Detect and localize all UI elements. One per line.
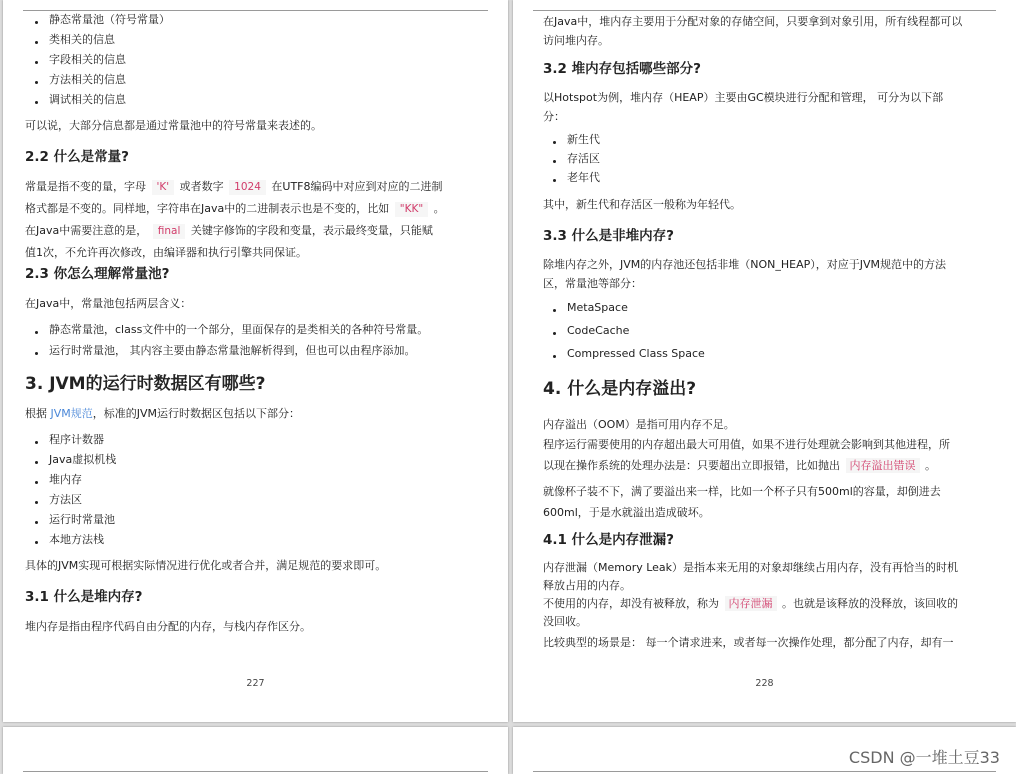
paragraph: 可以说，大部分信息都是通过常量池中的符号常量来表述的。 (25, 119, 322, 132)
list-item: 运行时常量池 (25, 510, 490, 530)
section-heading: 2.3 你怎么理解常量池? (25, 266, 170, 282)
inline-code: "KK" (395, 202, 428, 217)
pdf-page-227 (3, 0, 508, 722)
inline-code: 1024 (229, 180, 266, 195)
pdf-page-next-right (513, 727, 1016, 774)
list-item: 新生代 (543, 130, 1002, 149)
inline-code: final (153, 224, 186, 239)
section-heading: 3.3 什么是非堆内存? (543, 228, 674, 244)
list-item: 方法区 (25, 490, 490, 510)
list-item: 存活区 (543, 149, 1002, 168)
section-heading: 3.2 堆内存包括哪些部分? (543, 61, 701, 77)
paragraph: 在Java中，常量池包括两层含义： (25, 297, 192, 310)
text-run: 常量是指不变的量，字母 (25, 180, 146, 193)
list-item: 本地方法栈 (25, 530, 490, 550)
paragraph (543, 559, 1002, 595)
paragraph (543, 12, 1002, 50)
runtime-areas-list (25, 430, 490, 550)
chapter-heading: 3. JVM的运行时数据区有哪些? (25, 374, 266, 394)
paragraph: 比较典型的场景是： 每一个请求进来，或者每一次操作处理，都分配了内存，却有一 (543, 636, 954, 649)
page-number: 228 (755, 678, 774, 689)
text-run: 或者数字 (179, 180, 224, 193)
page-top-rule (533, 771, 996, 772)
list-item: 运行时常量池， 其内容主要由静态常量池解析得到，但也可以由程序添加。 (25, 341, 490, 362)
constant-pool-list (25, 320, 490, 362)
paragraph (543, 88, 1002, 126)
csdn-watermark: CSDN @一堆土豆33 (848, 748, 1000, 767)
text-run: 格式都是不变的。同样地，字符串在Java中的二进制表示也是不变的，比如 (25, 202, 390, 215)
text-line: 就像杯子装不下，满了要溢出来一样，比如一个杯子只有500ml的容量，却倒进去 (543, 485, 941, 498)
non-heap-list (543, 298, 1002, 367)
inline-code: 内存泄漏 (725, 596, 777, 611)
paragraph: 具体的JVM实现可根据实际情况进行优化或者合并，满足规范的要求即可。 (25, 559, 387, 572)
paragraph-oom (543, 434, 1002, 476)
text-run: 。也就是该释放的没释放，该回收的 (782, 597, 958, 610)
text-run: 在UTF8编码中对应到对应的二进制 (271, 180, 443, 193)
paragraph (543, 255, 1002, 293)
page-number: 227 (246, 678, 265, 689)
list-item: 字段相关的信息 (25, 50, 490, 70)
text-run: 不使用的内存，却没有被释放，称为 (543, 597, 719, 610)
list-item: MetaSpace (543, 298, 1002, 321)
paragraph-constants (25, 176, 490, 264)
list-item: 类相关的信息 (25, 30, 490, 50)
list-item: 堆内存 (25, 470, 490, 490)
list-item: 静态常量池，class文件中的一个部分，里面保存的是类相关的各种符号常量。 (25, 320, 490, 341)
list-item: CodeCache (543, 321, 1002, 344)
text-line: 区，常量池等部分： (543, 277, 642, 290)
text-line: 值1次，不允许再次修改，由编译器和执行引擎共同保证。 (25, 246, 307, 259)
paragraph-areas (25, 404, 490, 423)
paragraph: 其中，新生代和存活区一般称为年轻代。 (543, 198, 741, 211)
list-item: 调试相关的信息 (25, 90, 490, 110)
text-line: 除堆内存之外，JVM的内存池还包括非堆（NON_HEAP），对应于JVM规范中的方法 (543, 258, 947, 271)
inline-code: 内存溢出错误 (846, 458, 920, 473)
page-top-rule (533, 10, 996, 11)
text-line: 以Hotspot为例，堆内存（HEAP）主要由GC模块进行分配和管理， 可分为以下部 (543, 91, 944, 104)
chapter-heading: 4. 什么是内存溢出? (543, 379, 697, 399)
text-run: 根据 (25, 407, 47, 420)
text-run: ，标准的JVM运行时数据区包括以下部分： (92, 407, 301, 420)
text-line: 释放占用的内存。 (543, 579, 631, 592)
paragraph: 堆内存是指由程序代码自由分配的内存，与栈内存作区分。 (25, 620, 311, 633)
list-item: 程序计数器 (25, 430, 490, 450)
paragraph (543, 481, 1002, 523)
class-file-info-list (25, 10, 490, 110)
section-heading: 4.1 什么是内存泄漏? (543, 532, 674, 548)
pdf-page-next-left (3, 727, 508, 774)
inline-code: 'K' (152, 180, 175, 195)
section-heading: 2.2 什么是常量? (25, 149, 129, 165)
list-item: Compressed Class Space (543, 344, 1002, 367)
text-line: 没回收。 (543, 615, 587, 628)
list-item: 静态常量池（符号常量） (25, 10, 490, 30)
paragraph-leak (543, 595, 1002, 631)
page-top-rule (23, 771, 488, 772)
list-item: 方法相关的信息 (25, 70, 490, 90)
pdf-page-228 (513, 0, 1016, 722)
text-line: 在Java中，堆内存主要用于分配对象的存储空间，只要拿到对象引用，所有线程都可以 (543, 15, 963, 28)
section-heading: 3.1 什么是堆内存? (25, 589, 143, 605)
text-line: 程序运行需要使用的内存超出最大可用值，如果不进行处理就会影响到其他进程，所 (543, 438, 950, 451)
text-line: 分： (543, 110, 565, 123)
text-line: 600ml，于是水就溢出造成破坏。 (543, 506, 710, 519)
text-run: 以现在操作系统的处理办法是：只要超出立即报错，比如抛出 (543, 459, 840, 472)
text-run: 在Java中需要注意的是， (25, 224, 148, 237)
jvm-spec-link[interactable]: JVM规范 (50, 407, 93, 420)
text-line: 内存泄漏（Memory Leak）是指本来无用的对象却继续占用内存，没有再恰当的时机 (543, 561, 959, 574)
text-run: 。 (433, 202, 445, 215)
text-run: 。 (925, 459, 936, 472)
list-item: 老年代 (543, 168, 1002, 187)
paragraph: 内存溢出（OOM）是指可用内存不足。 (543, 418, 735, 431)
heap-parts-list (543, 130, 1002, 187)
list-item: Java虚拟机栈 (25, 450, 490, 470)
text-run: 关键字修饰的字段和变量，表示最终变量，只能赋 (190, 224, 433, 237)
text-line: 访问堆内存。 (543, 34, 609, 47)
